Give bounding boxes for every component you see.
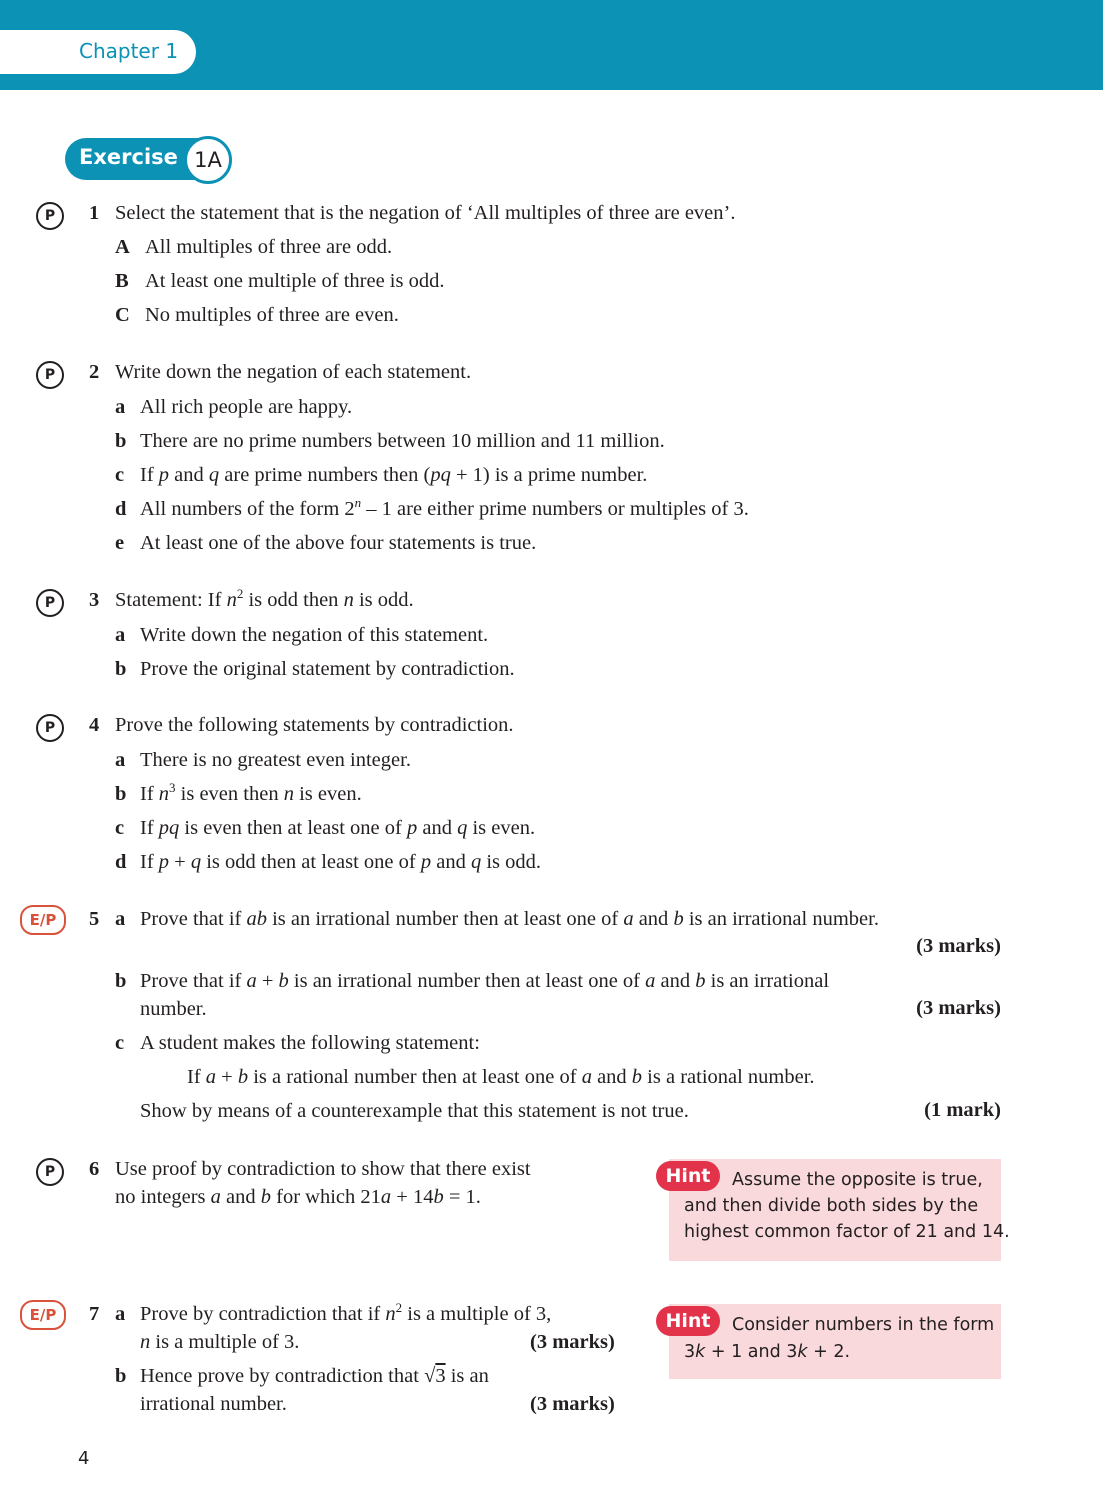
question-number: 4 bbox=[89, 714, 100, 736]
part-letter: c bbox=[115, 464, 125, 486]
question-text: Use proof by contradiction to show that there exist bbox=[115, 1158, 531, 1180]
question-number: 7 bbox=[89, 1303, 100, 1325]
part-text: Write down the negation of this statement. bbox=[140, 624, 489, 646]
part-letter: b bbox=[115, 430, 127, 452]
question-text: Select the statement that is the negation of ‘All multiples of three are even’. bbox=[115, 202, 736, 224]
part-letter: b bbox=[115, 1365, 127, 1387]
part-letter: a bbox=[115, 1303, 126, 1325]
option-letter: A bbox=[115, 236, 130, 258]
part-text: If p and q are prime numbers then (pq + 1) is a prime number. bbox=[140, 464, 648, 486]
exercise-label: Exercise bbox=[79, 145, 178, 169]
part-text-continued: number. bbox=[140, 998, 207, 1020]
question-number: 1 bbox=[89, 202, 100, 224]
problem-solving-badge: P bbox=[36, 202, 64, 230]
part-text: Hence prove by contradiction that √3 is an bbox=[140, 1365, 489, 1387]
question-text: Prove the following statements by contradiction. bbox=[115, 714, 514, 736]
option-text: No multiples of three are even. bbox=[145, 304, 399, 326]
part-letter: b bbox=[115, 970, 127, 992]
hint-text: Assume the opposite is true, bbox=[732, 1170, 983, 1190]
part-letter: b bbox=[115, 658, 127, 680]
part-text: There is no greatest even integer. bbox=[140, 749, 411, 771]
exam-problem-solving-badge: E/P bbox=[20, 1300, 66, 1330]
hint-text: highest common factor of 21 and 14. bbox=[684, 1222, 1010, 1242]
marks-label: (3 marks) bbox=[530, 1331, 615, 1353]
part-letter: c bbox=[115, 817, 125, 839]
option-text: At least one multiple of three is odd. bbox=[145, 270, 445, 292]
problem-solving-badge: P bbox=[36, 589, 64, 617]
student-statement: If a + b is a rational number then at least one of a and b is a rational number. bbox=[187, 1066, 815, 1088]
hint-label: Hint bbox=[665, 1165, 711, 1187]
part-letter: a bbox=[115, 396, 126, 418]
hint-label: Hint bbox=[665, 1310, 711, 1332]
part-text-continued: n is a multiple of 3. bbox=[140, 1331, 300, 1353]
question-number: 3 bbox=[89, 589, 100, 611]
part-text: Prove that if a + b is an irrational number then at least one of a and b is an irrational bbox=[140, 970, 830, 992]
part-text-continued: irrational number. bbox=[140, 1393, 287, 1415]
part-letter: d bbox=[115, 851, 127, 873]
question-number: 6 bbox=[89, 1158, 100, 1180]
part-text: At least one of the above four statements is true. bbox=[140, 532, 537, 554]
problem-solving-badge: P bbox=[36, 361, 64, 389]
option-letter: C bbox=[115, 304, 130, 326]
page-number: 4 bbox=[78, 1448, 90, 1469]
part-letter: c bbox=[115, 1032, 125, 1054]
part-text: Prove the original statement by contradiction. bbox=[140, 658, 515, 680]
option-text: All multiples of three are odd. bbox=[145, 236, 393, 258]
problem-solving-badge: P bbox=[36, 714, 64, 742]
part-text: If $n^3$ is even then n is even. bbox=[140, 780, 362, 805]
part-letter: d bbox=[115, 498, 127, 520]
marks-label: (3 marks) bbox=[530, 1393, 615, 1415]
question-number: 5 bbox=[89, 908, 100, 930]
part-text: A student makes the following statement: bbox=[140, 1032, 480, 1054]
problem-solving-badge: P bbox=[36, 1158, 64, 1186]
part-text: All rich people are happy. bbox=[140, 396, 353, 418]
hint-text: 3k + 1 and 3k + 2. bbox=[684, 1342, 851, 1362]
part-text: If p + q is odd then at least one of p and q is odd. bbox=[140, 851, 542, 873]
hint-text: and then divide both sides by the bbox=[684, 1196, 979, 1216]
part-text: Prove that if ab is an irrational number then at least one of a and b is an irrational number. bbox=[140, 908, 879, 930]
part-letter: a bbox=[115, 749, 126, 771]
option-letter: B bbox=[115, 270, 129, 292]
question-text: Statement: If $n^2$ is odd then n is odd. bbox=[115, 586, 414, 611]
part-letter: e bbox=[115, 532, 125, 554]
chapter-label: Chapter 1 bbox=[79, 39, 179, 63]
part-text: Prove by contradiction that if $n^2$ is a multiple of 3, bbox=[140, 1300, 552, 1325]
hint-text: Consider numbers in the form bbox=[732, 1315, 995, 1335]
part-letter: b bbox=[115, 783, 127, 805]
exam-problem-solving-badge: E/P bbox=[20, 905, 66, 935]
part-letter: a bbox=[115, 624, 126, 646]
question-text-continued: no integers a and b for which 21a + 14b = 1. bbox=[115, 1186, 481, 1208]
part-text: If pq is even then at least one of p and q is even. bbox=[140, 817, 536, 839]
marks-label: (3 marks) bbox=[916, 997, 1001, 1019]
part-letter: a bbox=[115, 908, 126, 930]
part-text: Show by means of a counterexample that this statement is not true. bbox=[140, 1100, 689, 1122]
exercise-number: 1A bbox=[194, 148, 222, 172]
part-text: All numbers of the form 2$^n$ – 1 are either prime numbers or multiples of 3. bbox=[140, 495, 749, 520]
marks-label: (3 marks) bbox=[916, 935, 1001, 957]
question-number: 2 bbox=[89, 361, 100, 383]
part-text: There are no prime numbers between 10 million and 11 million. bbox=[140, 430, 665, 452]
question-text: Write down the negation of each statement. bbox=[115, 361, 472, 383]
marks-label: (1 mark) bbox=[924, 1099, 1001, 1121]
